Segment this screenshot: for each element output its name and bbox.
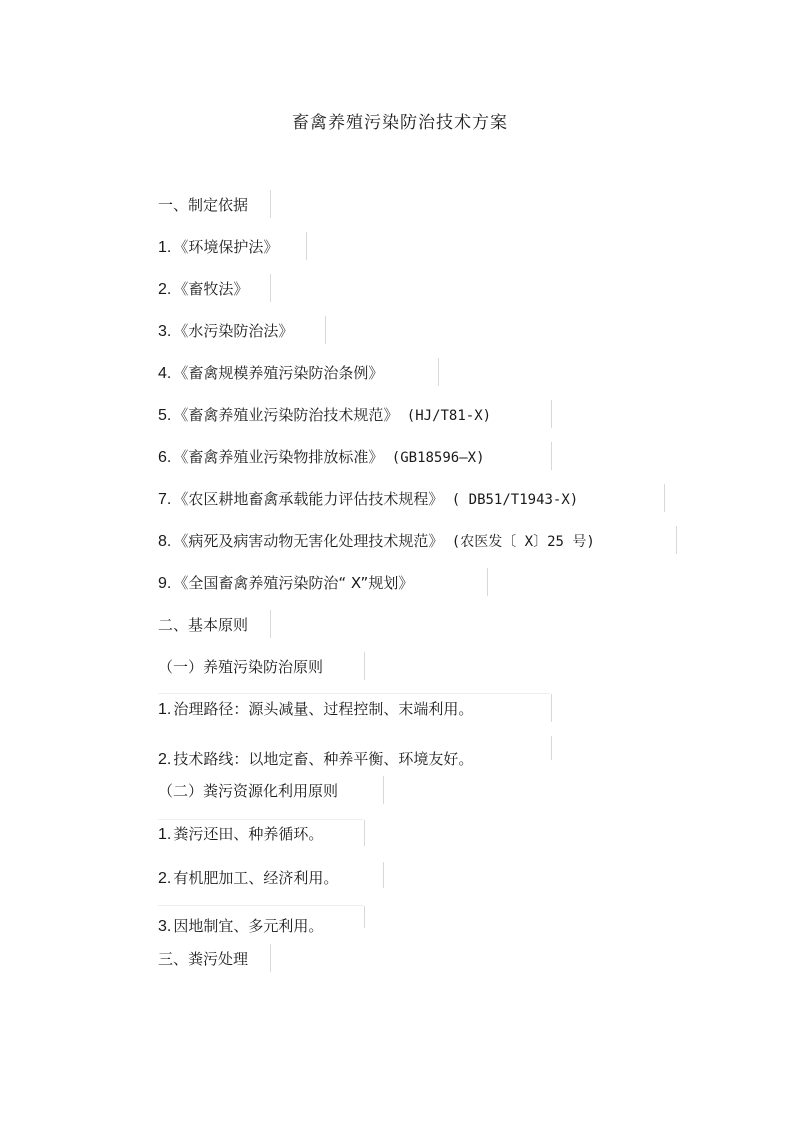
basis-item-2: 2. 《畜牧法》: [158, 280, 249, 298]
cell-border: [364, 906, 365, 928]
basis-item-6: 6. 《畜禽养殖业污染物排放标准》 (GB18596—X): [158, 448, 485, 466]
cell-border: [306, 232, 307, 260]
section-heading-manure: 三、粪污处理: [158, 950, 249, 968]
cell-border: [270, 610, 271, 638]
basis-item-9: 9. 《全国畜禽养殖污染防治“ X”规划》: [158, 574, 414, 592]
cell-border: [270, 274, 271, 302]
cell-border: [364, 652, 365, 680]
basis-item-4: 4. 《畜禽规模养殖污染防治条例》: [158, 364, 384, 382]
cell-border: [438, 358, 439, 386]
basis-item-3: 3. 《水污染防治法》: [158, 322, 294, 340]
basis-item-8: 8. 《病死及病害动物无害化处理技术规范》 (农医发〔 X〕25 号): [158, 532, 595, 550]
cell-border: [270, 190, 271, 218]
section-heading-basis: 一、制定依据: [158, 196, 249, 214]
principle-item-2: 2. 技术路线：以地定畜、种养平衡、环境友好。: [158, 750, 474, 768]
basis-item-1: 1. 《环境保护法》: [158, 238, 279, 256]
cell-border: [383, 862, 384, 888]
resource-item-2: 2. 有机肥加工、经济利用。: [158, 869, 339, 887]
cell-border: [551, 442, 552, 470]
subsection-heading-pollution: （一）养殖污染防治原则: [158, 658, 324, 676]
cell-border: [270, 944, 271, 972]
subsection-heading-resource: （二）粪污资源化利用原则: [158, 782, 339, 800]
principle-item-1: 1. 治理路径：源头减量、过程控制、末端利用。: [158, 700, 474, 718]
cell-border: [487, 568, 488, 596]
cell-border: [325, 316, 326, 344]
basis-item-5: 5. 《畜禽养殖业污染防治技术规范》 (HJ/T81-X): [158, 406, 492, 424]
cell-border: [383, 776, 384, 804]
cell-border: [158, 905, 363, 906]
cell-border: [664, 484, 665, 512]
cell-border: [551, 736, 552, 760]
cell-border: [551, 694, 552, 722]
section-heading-principles: 二、基本原则: [158, 616, 249, 634]
cell-border: [158, 693, 550, 694]
resource-item-1: 1. 粪污还田、种养循环。: [158, 825, 324, 843]
cell-border: [551, 400, 552, 428]
cell-border: [364, 820, 365, 846]
basis-item-7: 7. 《农区耕地畜禽承载能力评估技术规程》 ( DB51/T1943-X): [158, 490, 579, 508]
cell-border: [158, 819, 363, 820]
resource-item-3: 3. 因地制宜、多元利用。: [158, 917, 324, 935]
document-title: 畜禽养殖污染防治技术方案: [292, 113, 508, 133]
cell-border: [676, 526, 677, 554]
